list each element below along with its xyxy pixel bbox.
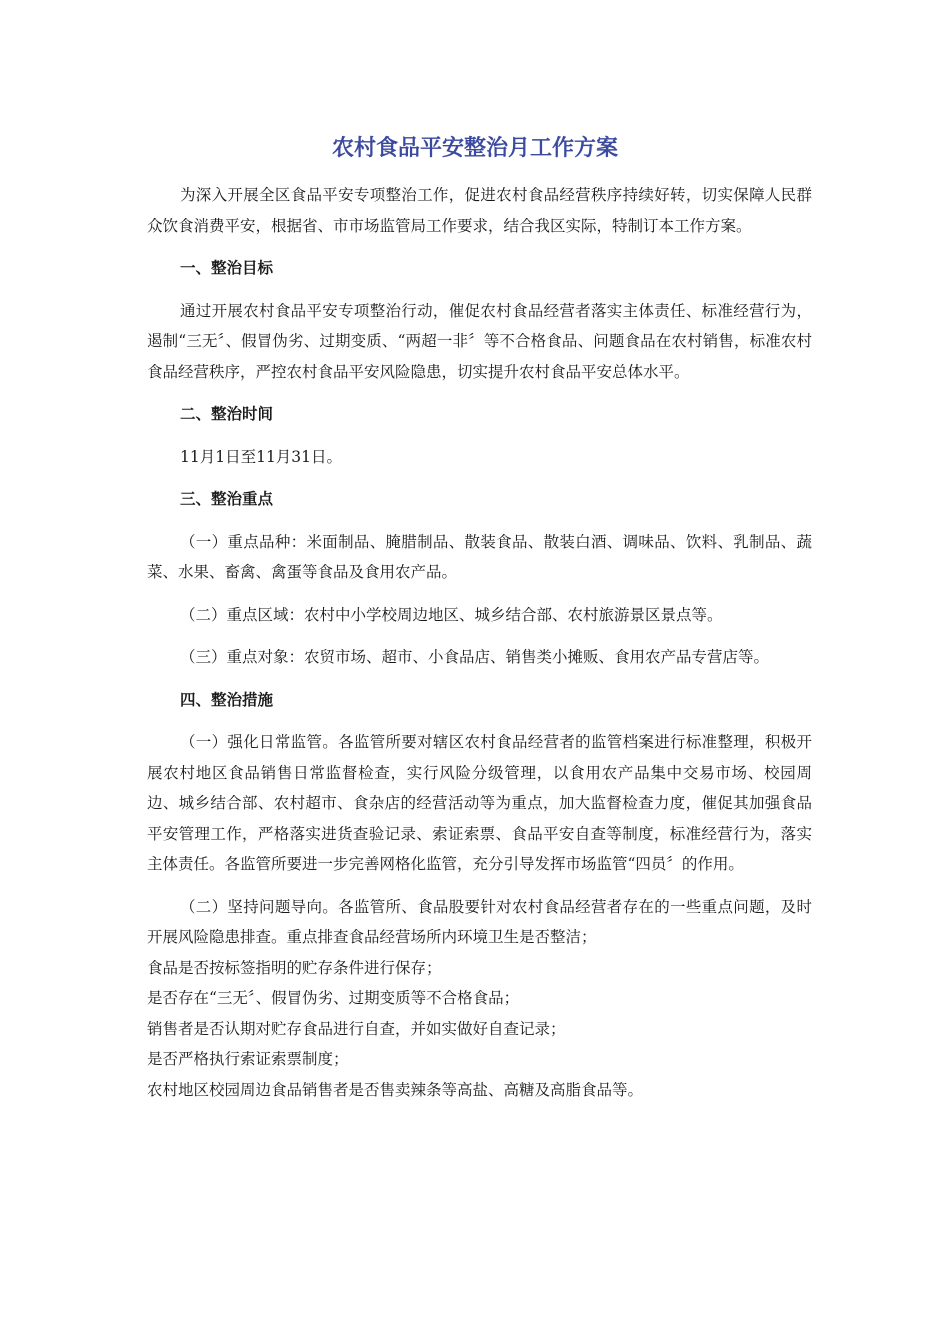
check-item: 食品是否按标签指明的贮存条件进行保存； — [147, 958, 442, 977]
document-title: 农村食品平安整治月工作方案 — [331, 136, 618, 161]
check-item: 农村地区校园周边食品销售者是否售卖辣条等高盐、高糖及高脂食品等。 — [147, 1080, 644, 1099]
document-body — [147, 180, 812, 1105]
check-item: 是否存在“三无〞、假冒伪劣、过期变质等不合格食品； — [147, 989, 520, 1007]
check-item: 销售者是否认期对贮存食品进行自查，并如实做好自查记录； — [147, 1019, 566, 1038]
section-heading-time: 二、整治时间 — [180, 405, 274, 423]
goals-paragraph: 通过开展农村食品平安专项整治行动，催促农村食品经营者落实主体责任、标准经营行为，遏制“三无〞、假冒伪劣、过期变质、“两超一非〞等不合格食品、问题食品在农村销售，标准农村食品经营秩序，严控农村食品平安风险隐患，切实提升农村食品平安总体水平。 — [147, 301, 812, 381]
focus-item-areas: （二）重点区域：农村中小学校周边地区、城乡结合部、农村旅游景区景点等。 — [180, 605, 723, 624]
time-paragraph: 11月1日至11月31日。 — [180, 447, 343, 466]
focus-item-targets: （三）重点对象：农贸市场、超市、小食品店、销售类小摊贩、食用农产品专营店等。 — [180, 648, 770, 666]
measure-item-daily-supervision: （一）强化日常监管。各监管所要对辖区农村食品经营者的监管档案进行标准整理，积极开展农村地区食品销售日常监督检查，实行风险分级管理，以食用农产品集中交易市场、校园周边、城乡结合部、农村超市、食杂店的经营活动等为重点，加大监督检查力度，催促其加强食品平安管理工作，严格落实进货查验记录、索证索票、食品平安自查等制度，标准经营行为，落实主体责任。各监管所要进一步完善网格化监管，充分引导发挥市场监管“四员〞的作用。 — [147, 733, 812, 873]
measure-item-problem-oriented: （二）坚持问题导向。各监管所、食品股要针对农村食品经营者存在的一些重点问题，及时开展风险隐患排查。重点排查食品经营场所内环境卫生是否整洁； — [147, 897, 812, 946]
section-heading-goals: 一、整治目标 — [180, 259, 274, 277]
focus-item-varieties: （一）重点品种：米面制品、腌腊制品、散装食品、散装白酒、调味品、饮料、乳制品、蔬菜、水果、畜禽、禽蛋等食品及食用农产品。 — [147, 532, 812, 581]
intro-paragraph: 为深入开展全区食品平安专项整治工作，促进农村食品经营秩序持续好转，切实保障人民群众饮食消费平安，根据省、市市场监管局工作要求，结合我区实际，特制订本工作方案。 — [147, 186, 812, 235]
section-heading-focus: 三、整治重点 — [180, 490, 274, 508]
check-item: 是否严格执行索证索票制度； — [147, 1050, 349, 1068]
section-heading-measures: 四、整治措施 — [180, 690, 274, 709]
